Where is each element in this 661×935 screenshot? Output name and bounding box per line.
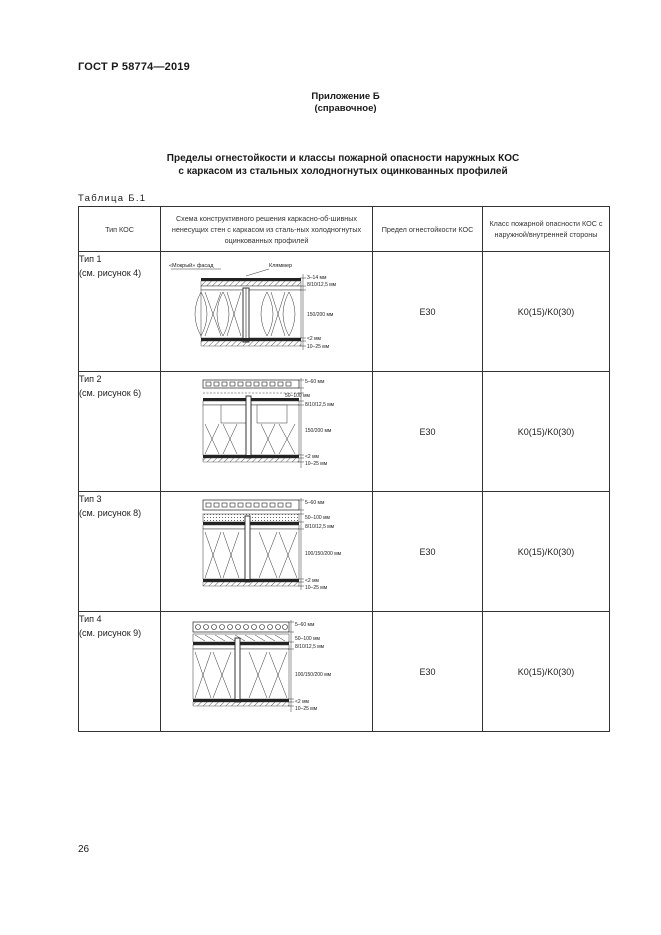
scheme-cell xyxy=(161,612,373,732)
type-cell xyxy=(79,492,161,612)
figure-ref: (см. рисунок 4) xyxy=(79,268,142,278)
dim-label: 100/150/200 мм xyxy=(305,551,342,557)
wall-section-diagram-1 xyxy=(161,252,373,371)
fire-class-cell: K0(15)/K0(30) xyxy=(483,612,610,732)
dim-label: 8/10/12,5 мм xyxy=(307,282,337,288)
fire-class-cell: K0(15)/K0(30) xyxy=(483,492,610,612)
fire-resistance-cell: E30 xyxy=(373,252,483,372)
scheme-cell xyxy=(161,252,373,372)
appendix-note: (справочное) xyxy=(314,103,377,114)
type-label: Тип 2 xyxy=(79,374,102,384)
dim-label: 3–14 мм xyxy=(307,275,327,281)
clamp-label: Кляммер xyxy=(269,263,293,269)
figure-ref: (см. рисунок 8) xyxy=(79,508,142,518)
dim-label: 5–60 мм xyxy=(295,622,315,628)
wall-section-diagram-4 xyxy=(161,612,373,731)
type-cell xyxy=(79,252,161,372)
dim-label: 10–25 мм xyxy=(307,344,330,350)
table-caption: Таблица Б.1 xyxy=(78,193,147,204)
scheme-cell xyxy=(161,372,373,492)
dim-label: <2 мм xyxy=(305,578,319,584)
appendix-title: Приложение Б xyxy=(311,91,380,102)
fire-resistance-table xyxy=(78,206,610,732)
dim-label: 50–100 мм xyxy=(285,393,310,399)
dim-label: 10–25 мм xyxy=(305,461,328,467)
dim-label: <2 мм xyxy=(295,699,309,705)
standard-number: ГОСТ Р 58774—2019 xyxy=(78,61,190,73)
document-title xyxy=(78,152,608,178)
header-fire-class: Класс пожарной опасности КОС с наружной/внутренней стороны xyxy=(483,207,610,252)
type-label: Тип 3 xyxy=(79,494,102,504)
dim-label: 5–60 мм xyxy=(305,500,325,506)
dim-label: 50–100 мм xyxy=(305,515,330,521)
dim-label: 5–60 мм xyxy=(305,379,325,385)
wall-section-diagram-2 xyxy=(161,372,373,491)
dim-label: 150/200 мм xyxy=(305,428,332,434)
figure-ref: (см. рисунок 6) xyxy=(79,388,142,398)
type-label: Тип 4 xyxy=(79,614,102,624)
fire-resistance-cell: E30 xyxy=(373,612,483,732)
type-cell xyxy=(79,372,161,492)
fire-class-cell: K0(15)/K0(30) xyxy=(483,252,610,372)
dim-label: 8/10/12,5 мм xyxy=(305,524,335,530)
facade-label: «Мокрый» фасад xyxy=(169,263,214,269)
header-scheme: Схема конструктивного решения каркасно-об-шивных ненесущих стен с каркасом из сталь-ных холодногнутых оцинкованных профилей xyxy=(161,207,373,252)
dim-label: 10–25 мм xyxy=(295,706,318,712)
header-type: Тип КОС xyxy=(79,207,161,252)
type-cell xyxy=(79,612,161,732)
fire-resistance-cell: E30 xyxy=(373,492,483,612)
dim-label: 50–100 мм xyxy=(295,636,320,642)
table-row xyxy=(79,492,610,612)
type-label: Тип 1 xyxy=(79,254,102,264)
wall-section-diagram-3 xyxy=(161,492,373,611)
page-number: 26 xyxy=(78,844,90,855)
dim-label: 100/150/200 мм xyxy=(295,672,332,678)
dim-label: 8/10/12,5 мм xyxy=(295,644,325,650)
scheme-cell xyxy=(161,492,373,612)
title-line-2: с каркасом из стальных холодногнутых оцинкованных профилей xyxy=(178,166,508,177)
figure-ref: (см. рисунок 9) xyxy=(79,628,142,638)
dim-label: 8/10/12,5 мм xyxy=(305,402,335,408)
fire-resistance-cell: E30 xyxy=(373,372,483,492)
table-header-row xyxy=(79,207,610,252)
dim-label: <2 мм xyxy=(307,336,321,342)
appendix-heading xyxy=(0,91,661,115)
title-line-1: Пределы огнестойкости и классы пожарной опасности наружных КОС xyxy=(166,153,520,164)
table-row xyxy=(79,372,610,492)
dim-label: 10–25 мм xyxy=(305,585,328,591)
dim-label: <2 мм xyxy=(305,454,319,460)
dim-label: 150/200 мм xyxy=(307,312,334,318)
header-fire-resistance: Предел огнестойкости КОС xyxy=(373,207,483,252)
table-row xyxy=(79,612,610,732)
table-row xyxy=(79,252,610,372)
fire-class-cell: K0(15)/K0(30) xyxy=(483,372,610,492)
